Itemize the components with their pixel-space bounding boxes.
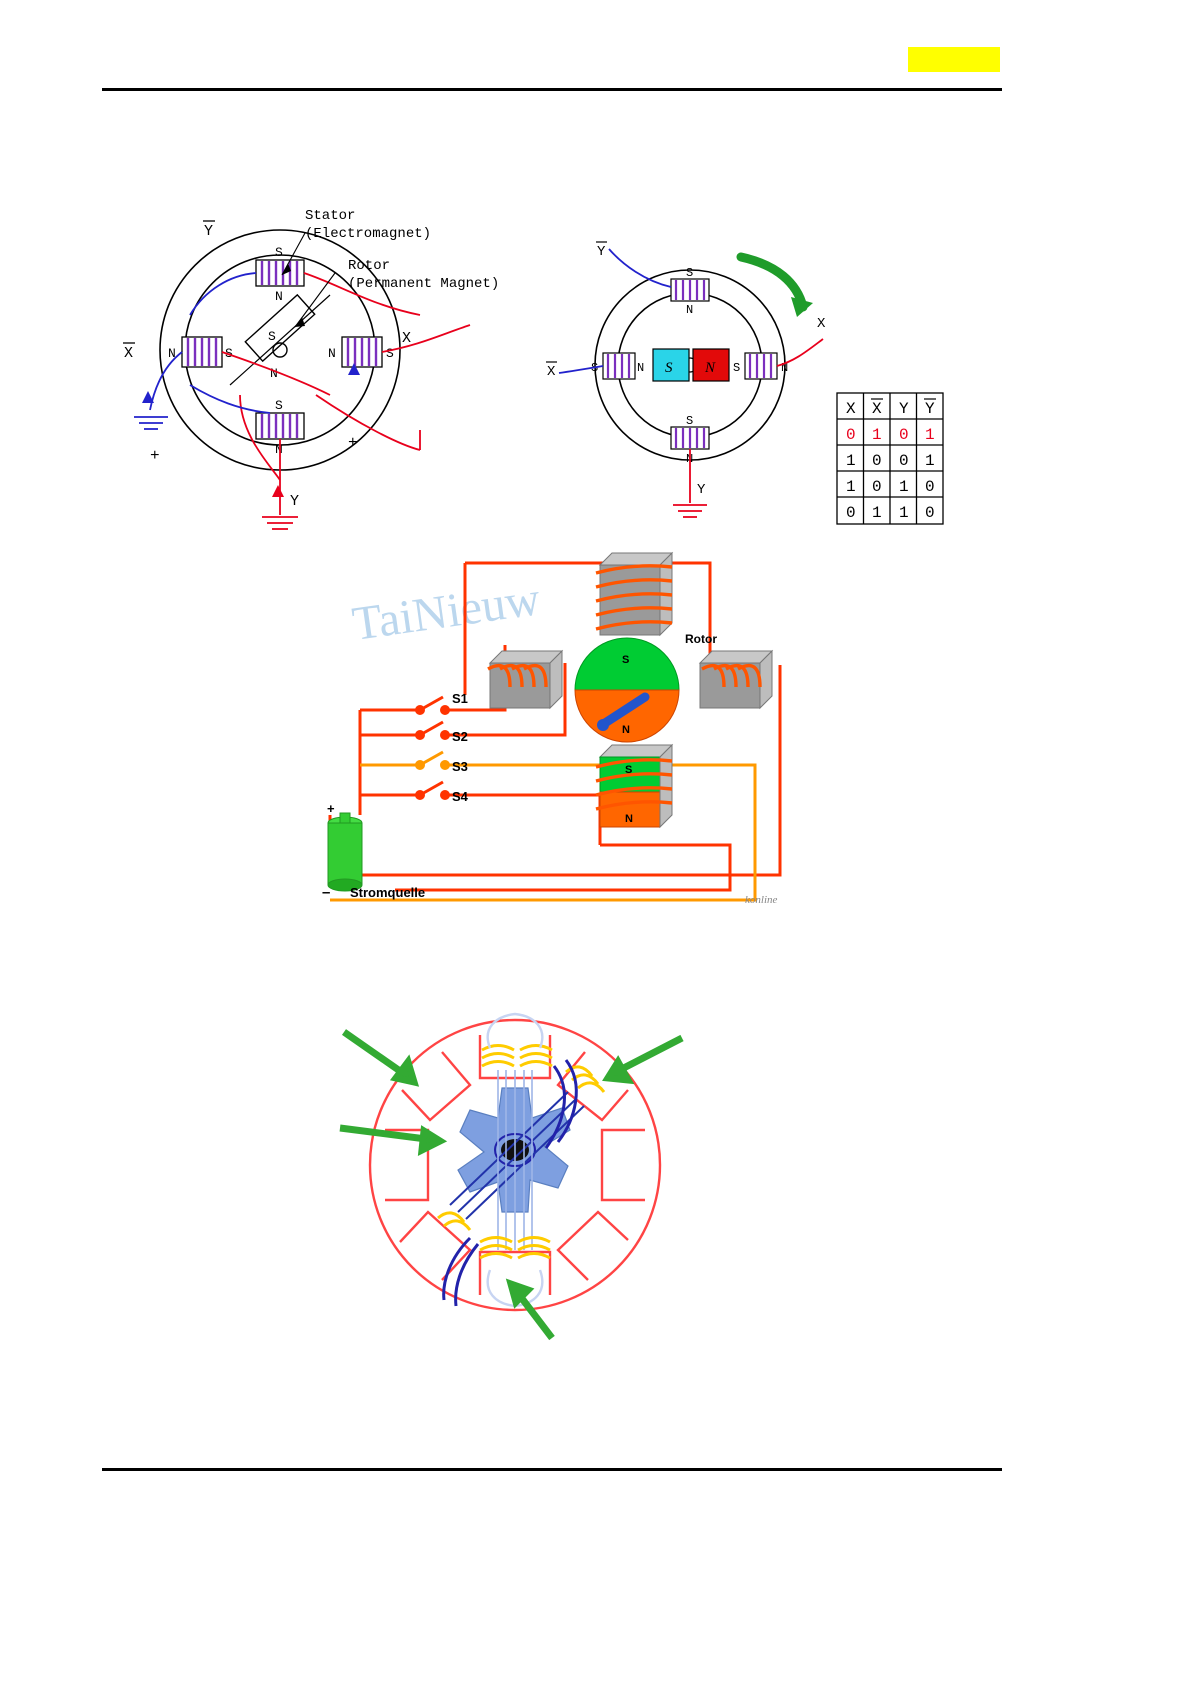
truth-table-header-1: X — [872, 400, 882, 418]
svg-text:N: N — [686, 452, 694, 466]
svg-text:1: 1 — [899, 478, 909, 496]
svg-text:X: X — [817, 316, 826, 332]
svg-text:0: 0 — [899, 426, 909, 444]
battery-minus: – — [322, 884, 331, 901]
footer-rule — [102, 1468, 1002, 1471]
svg-text:1: 1 — [925, 452, 935, 470]
svg-text:N: N — [705, 360, 716, 376]
svg-text:X: X — [547, 364, 556, 380]
switch-label-s3: S3 — [452, 759, 468, 774]
svg-text:0: 0 — [872, 452, 882, 470]
svg-text:S: S — [733, 361, 741, 375]
svg-text:N: N — [270, 366, 278, 381]
svg-text:+: + — [348, 434, 358, 452]
figure-stepper-principle-right — [545, 235, 865, 525]
figure-stepper-principle-left — [120, 195, 540, 545]
svg-text:0: 0 — [846, 426, 856, 444]
svg-text:N: N — [637, 361, 645, 375]
svg-text:0: 0 — [872, 478, 882, 496]
truth-table-header-3: Y — [925, 400, 935, 418]
battery-plus: + — [327, 801, 335, 816]
svg-text:1: 1 — [925, 426, 935, 444]
svg-text:0: 0 — [899, 452, 909, 470]
svg-text:1: 1 — [872, 504, 882, 522]
figure-hybrid-stepper-cross-section — [330, 1000, 710, 1350]
figure1-label-ybar: Y — [204, 223, 214, 240]
svg-text:0: 0 — [925, 478, 935, 496]
svg-text:S: S — [686, 266, 694, 280]
figure1-label-y: Y — [290, 493, 300, 510]
watermark-text: TaiNieuw — [349, 572, 544, 651]
figure1-label-xbar: X — [124, 345, 134, 362]
svg-text:S: S — [225, 346, 233, 361]
svg-text:S: S — [591, 361, 599, 375]
switch-label-s4: S4 — [452, 789, 468, 804]
figure3-rotor-label: Rotor — [685, 632, 717, 646]
truth-table-header-2: Y — [899, 400, 909, 418]
svg-text:N: N — [328, 346, 336, 361]
svg-text:S: S — [665, 360, 673, 376]
svg-text:N: N — [168, 346, 176, 361]
svg-text:S: S — [622, 654, 630, 666]
figure3-signature: konline — [745, 894, 778, 906]
truth-table-header-0: X — [846, 400, 856, 418]
figure1-callout-stator: Stator (Electromagnet) — [305, 208, 432, 242]
svg-text:N: N — [686, 303, 694, 317]
svg-text:S: S — [386, 346, 394, 361]
svg-text:Y: Y — [697, 482, 706, 498]
svg-text:S: S — [625, 764, 633, 776]
svg-text:1: 1 — [899, 504, 909, 522]
svg-text:+: + — [150, 447, 160, 465]
svg-text:N: N — [275, 442, 283, 457]
svg-text:N: N — [625, 813, 633, 825]
svg-text:S: S — [275, 245, 283, 260]
truth-table — [836, 392, 946, 527]
svg-text:S: S — [275, 398, 283, 413]
header-rule — [102, 88, 1002, 91]
svg-text:0: 0 — [925, 504, 935, 522]
svg-text:0: 0 — [846, 504, 856, 522]
svg-text:1: 1 — [872, 426, 882, 444]
figure-switched-stepper-circuit — [300, 545, 820, 925]
svg-text:S: S — [268, 329, 276, 344]
svg-text:1: 1 — [846, 452, 856, 470]
svg-text:N: N — [622, 724, 630, 736]
source-label: Stromquelle — [350, 885, 426, 900]
svg-text:S: S — [686, 414, 694, 428]
svg-text:1: 1 — [846, 478, 856, 496]
header-highlight-box — [908, 47, 1000, 72]
switch-label-s1: S1 — [452, 691, 468, 706]
svg-text:Y: Y — [597, 244, 606, 260]
svg-text:N: N — [781, 361, 789, 375]
switch-label-s2: S2 — [452, 729, 468, 744]
svg-text:N: N — [275, 289, 283, 304]
figure1-callout-rotor: Rotor (Permanent Magnet) — [348, 258, 500, 292]
figure1-label-x: X — [402, 330, 412, 347]
